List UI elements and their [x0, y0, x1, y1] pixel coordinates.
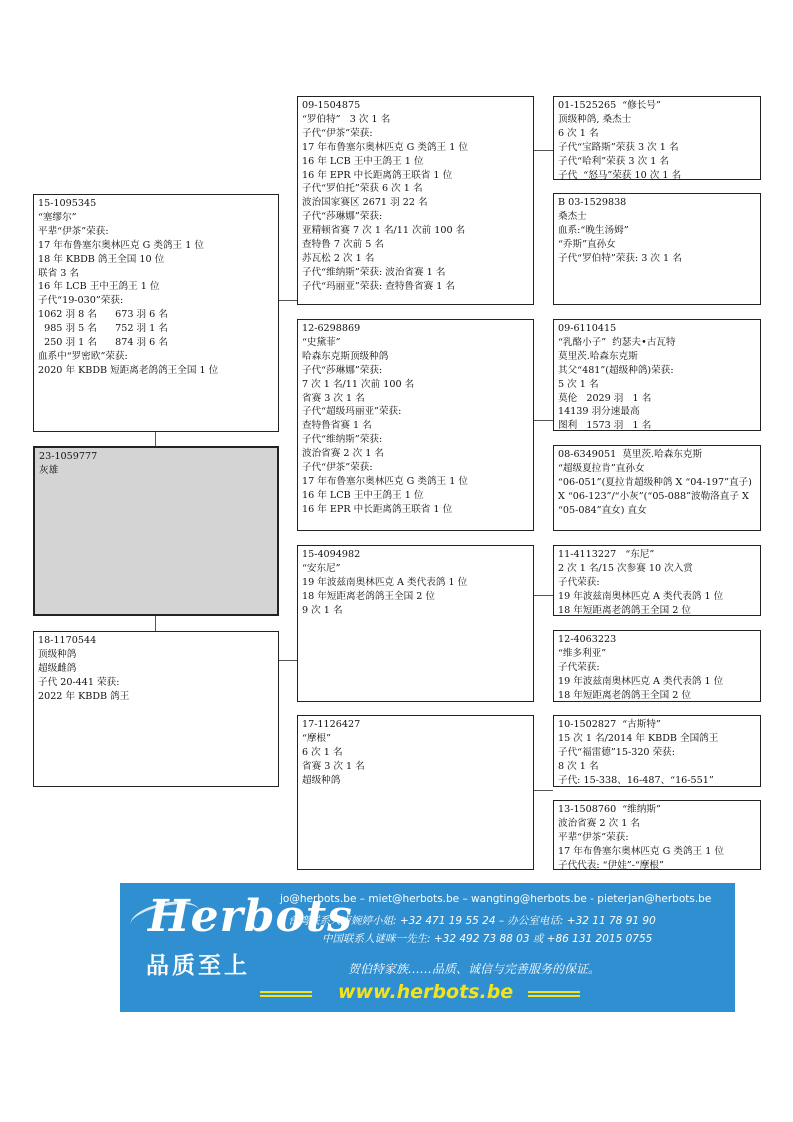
pedigree-subject — [33, 446, 279, 616]
text-line: 5 次 1 名 — [558, 378, 599, 390]
pedigree-ddd — [553, 800, 761, 870]
text-line: 14139 羽分速最高 — [558, 406, 640, 418]
text-line: 1062 羽 8 名 673 羽 6 名 — [38, 309, 168, 321]
connector — [155, 432, 156, 446]
text-line: 16 年 LCB 王中王鸽王 1 位 — [302, 489, 424, 501]
pedigree-sdd — [553, 445, 761, 531]
color-sex: 灰雄 — [39, 464, 59, 476]
text-line: 平辈“伊茶”荣获: — [558, 831, 629, 843]
text-line: 子代“维纳斯”荣获: 波治省赛 1 名 — [302, 266, 446, 278]
text-line: 2020 年 KBDB 短距离老鸽鸽王全国 1 位 — [38, 364, 219, 376]
text-line: 09-6110415 — [558, 323, 617, 334]
text-line: 10-1502827 “古斯特” — [558, 719, 661, 730]
text-line: 图利 1573 羽 1 名 — [558, 420, 652, 431]
text-line: 子代“福雷德”15-320 荣获: — [558, 746, 676, 758]
text-line: 17 年布鲁塞尔奥林匹克 G 类鸽王 1 位 — [558, 845, 724, 857]
pedigree-sss — [553, 96, 761, 180]
pedigree-sire — [33, 194, 279, 432]
text-line: 18 年短距离老鸽鸽王全国 2 位 — [558, 604, 691, 616]
pedigree-sire-dam — [297, 319, 534, 531]
text-line: 亚精顿省赛 7 次 1 名/11 次前 100 名 — [302, 225, 466, 237]
pedigree-dds — [553, 715, 761, 787]
connector — [278, 660, 297, 661]
pedigree-sire-sire — [297, 96, 534, 305]
text-line: 查特鲁 7 次前 5 名 — [302, 239, 384, 251]
text-line: 2022 年 KBDB 鸽王 — [38, 690, 130, 702]
text-line: 16 年 EPR 中长距离鸽王联省 1 位 — [302, 503, 453, 515]
text-line: 985 羽 5 名 752 羽 1 名 — [38, 323, 168, 335]
text-line: 波治国家赛区 2671 羽 22 名 — [302, 197, 428, 209]
text-line: 顶级种鸽 — [38, 648, 77, 660]
text-line: 超级雌鸽 — [38, 662, 77, 674]
text-line: 查特鲁省赛 1 名 — [302, 420, 372, 432]
text-line: 省赛 3 次 1 名 — [302, 760, 365, 772]
text-line: 莫伦 2029 羽 1 名 — [558, 392, 652, 404]
text-line: 09-1504875 — [302, 100, 361, 111]
brand-tagline: 品质至上 — [146, 953, 250, 979]
text-line: 子代荣获: — [558, 576, 600, 588]
text-line: 子代“维纳斯”荣获: — [302, 434, 383, 446]
connector — [155, 616, 156, 631]
connector — [534, 150, 553, 151]
text-line: “史黛菲” — [302, 336, 341, 348]
text-line: 19 年波兹南奥林匹克 A 类代表鸽 1 位 — [302, 576, 468, 588]
herbots-banner — [120, 883, 735, 1012]
text-line: 子代“罗伯托”荣获 6 次 1 名 — [302, 183, 423, 195]
text-line: 子代“玛丽亚”荣获: 查特鲁省赛 1 名 — [302, 280, 456, 292]
text-line: 11-4113227 “东尼” — [558, 549, 655, 560]
text-line: 17 年布鲁塞尔奥林匹克 G 类鸽王 1 位 — [38, 239, 204, 251]
text-line: 13-1508760 “维纳斯” — [558, 804, 661, 815]
text-line: 桑杰士 — [558, 210, 587, 222]
text-line: 7 次 1 名/11 次前 100 名 — [302, 378, 415, 390]
text-line: “维多利亚” — [558, 647, 607, 659]
text-line: 波治省赛 2 次 1 名 — [558, 817, 640, 829]
text-line: 08-6349051 莫里茨.哈森东克斯 — [558, 449, 703, 460]
text-line: 12-6298869 — [302, 323, 361, 334]
pedigree-dam — [33, 631, 279, 787]
text-line: 子代: 15-338、16-487、“16-551” — [558, 774, 714, 786]
text-line: 17 年布鲁塞尔奥林匹克 G 类鸽王 1 位 — [302, 475, 468, 487]
text-line: 子代 20-441 荣获: — [38, 676, 120, 688]
pedigree-ssd — [553, 193, 761, 305]
text-line: 子代“罗伯特”荣获: 3 次 1 名 — [558, 252, 682, 264]
text-line: 250 羽 1 名 874 羽 6 名 — [38, 337, 168, 349]
connector — [278, 300, 297, 301]
text-line: 01-1525265 “修长号” — [558, 100, 661, 111]
text-line: 8 次 1 名 — [558, 760, 599, 772]
text-line: 12-4063223 — [558, 634, 617, 645]
text-line: 16 年 EPR 中长距离鸽王联省 1 位 — [302, 169, 453, 181]
text-line: 血系:“晚生汤姆” — [558, 224, 629, 236]
text-line: 15-1095345 — [38, 198, 97, 209]
text-line: 18-1170544 — [38, 635, 97, 646]
pedigree-dsd — [553, 630, 761, 702]
text-line: “塞缪尔” — [38, 211, 77, 223]
text-line: “罗伯特” 3 次 1 名 — [302, 113, 391, 125]
text-line: 联省 3 名 — [38, 267, 79, 279]
text-line: “摩根” — [302, 732, 331, 744]
text-line: 17-1126427 — [302, 719, 361, 730]
text-line: “乔斯”直孙女 — [558, 238, 616, 250]
text-line: 16 年 LCB 王中王鸽王 1 位 — [38, 281, 160, 293]
text-line: 子代代表: “伊娃”-“摩根” — [558, 859, 664, 870]
text-line: 顶级种鸽, 桑杰士 — [558, 113, 632, 125]
text-line: 15 次 1 名/2014 年 KBDB 全国鸽王 — [558, 732, 719, 744]
text-line: 子代“哈利”荣获 3 次 1 名 — [558, 155, 669, 167]
text-line: 6 次 1 名 — [302, 746, 343, 758]
text-line: 波治省赛 2 次 1 名 — [302, 448, 384, 460]
text-line: “安东尼” — [302, 562, 341, 574]
text-line: 子代荣获: — [558, 661, 600, 673]
text-line: 子代“伊茶”荣获: — [302, 462, 373, 474]
brand-logo: Herbots — [148, 891, 353, 942]
text-line: 6 次 1 名 — [558, 127, 599, 139]
text-line: 苏瓦松 2 次 1 名 — [302, 252, 375, 264]
text-line: 18 年短距离老鸽鸽王全国 2 位 — [558, 689, 691, 701]
ring-number: 23-1059777 — [39, 451, 98, 462]
text-line: 莫里茨.哈森东克斯 — [558, 350, 638, 362]
text-line: 9 次 1 名 — [302, 604, 343, 616]
text-line: “超级夏拉肯”直孙女 — [558, 462, 645, 474]
china-contact: 中国联系人谜咪一先生: +32 492 73 88 03 或 +86 131 2015 0755 — [322, 933, 653, 945]
text-line: 超级种鸽 — [302, 774, 341, 786]
text-line: 平辈“伊茶”荣获: — [38, 225, 109, 237]
text-line: B 03-1529838 — [558, 197, 627, 208]
text-line: 其父“481”(超级种鸽)荣获: — [558, 364, 674, 376]
email-addresses: jo@herbots.be – miet@herbots.be – wangting@herbots.be - pieterjan@herbots.be — [280, 893, 712, 905]
text-line: 子代“伊茶”荣获: — [302, 127, 373, 139]
text-line: 17 年布鲁塞尔奥林匹克 G 类鸽王 1 位 — [302, 141, 468, 153]
text-line: 15-4094982 — [302, 549, 361, 560]
text-line: 省赛 3 次 1 名 — [302, 392, 365, 404]
pedigree-sds — [553, 319, 761, 431]
text-line: 2 次 1 名/15 次参赛 10 次入赏 — [558, 562, 693, 574]
connector — [534, 420, 553, 421]
text-line: 子代 “怒马”荣获 10 次 1 名 — [558, 169, 682, 180]
text-line: 血系中“罗密欧”荣获: — [38, 350, 128, 362]
website-link[interactable]: www.herbots.be — [338, 981, 514, 1003]
text-line: 子代“莎琳娜”荣获: — [302, 211, 383, 223]
text-line: 16 年 LCB 王中王鸽王 1 位 — [302, 155, 424, 167]
text-line: 子代“超级玛丽亚”荣获: — [302, 406, 402, 418]
text-line: 19 年波兹南奥林匹克 A 类代表鸽 1 位 — [558, 590, 724, 602]
text-line: 19 年波兹南奥林匹克 A 类代表鸽 1 位 — [558, 675, 724, 687]
connector — [534, 595, 553, 596]
decorative-rule — [260, 991, 312, 997]
text-line: 18 年 KBDB 鸽王全国 10 位 — [38, 253, 165, 265]
pedigree-dss — [553, 545, 761, 616]
text-line: 子代“莎琳娜”荣获: — [302, 364, 383, 376]
pedigree-dam-dam — [297, 715, 534, 870]
pedigree-dam-sire — [297, 545, 534, 702]
text-line: 子代“19-030”荣获: — [38, 295, 124, 307]
ancestry-text: “06-051”(夏拉肯超级种鸽 X “04-197”直子) X “06-123”/“小灰”(“05-088”波勒洛直子 X “05-084”直女) 直女 — [558, 476, 752, 516]
slogan: 贺伯特家族……品质、诚信与完善服务的保证。 — [348, 962, 601, 976]
text-line: “乳酪小子” 约瑟夫•古瓦特 — [558, 336, 676, 348]
text-line: 子代“宝路斯”荣获 3 次 1 名 — [558, 141, 679, 153]
decorative-rule — [528, 991, 580, 997]
text-line: 哈森东克斯顶级种鸽 — [302, 350, 389, 362]
text-line: 18 年短距离老鸽鸽王全国 2 位 — [302, 590, 435, 602]
connector — [534, 790, 553, 791]
taiwan-contact: 台湾联系人卢婉婷小姐: +32 471 19 55 24 – 办公室电话: +32 11 78 91 90 — [288, 915, 656, 927]
